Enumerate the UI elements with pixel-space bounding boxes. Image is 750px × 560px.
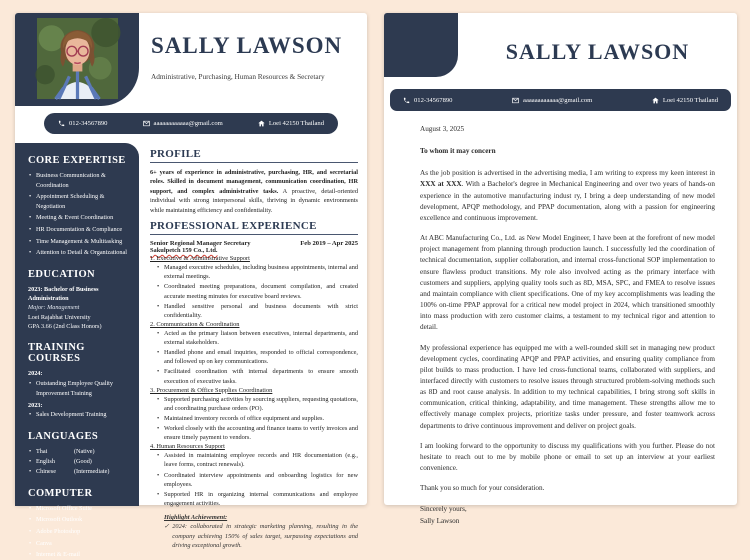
home-icon — [652, 97, 659, 104]
experience-section-heading: 3. Procurement & Office Supplies Coordination — [150, 386, 273, 394]
profile-text-rest: A proactive, detail-oriented individual with strong interpersonal skills, thriving in dynamic environments while maintaining efficiency and confidentiality. — [150, 187, 358, 214]
job-dates: Feb 2019 – Apr 2025 — [300, 240, 358, 248]
resume-sidebar — [15, 143, 139, 559]
resume-header — [15, 13, 367, 106]
letter-header — [384, 13, 737, 89]
letter-corner-block — [384, 13, 458, 77]
highlight-title: Highlight Achievement: — [164, 514, 228, 522]
phone-icon — [58, 120, 65, 127]
letter-date: August 3, 2025 — [420, 125, 465, 133]
resume-subtitle: Administrative, Purchasing, Human Resources & Secretary — [151, 72, 325, 81]
company-name: Sakulpetch 159 Co., Ltd. — [150, 247, 218, 255]
letter-signoff: Sincerely yours, — [420, 505, 467, 514]
expertise-item: • Appointment Scheduling & Negotiation — [28, 192, 131, 211]
letter-intro-paragraph — [420, 168, 715, 224]
email-item — [143, 120, 223, 127]
location-value: Loei 42150 Thailand — [268, 120, 324, 127]
experience-bullet: • Managed executive schedules, including business appointments, internal and external meetings. — [156, 263, 358, 281]
experience-section-list — [156, 329, 358, 386]
letter-paragraph: At ABC Manufacturing Co., Ltd. as New Model Engineer, I have been at the forefront of new model project management from planning through production launch. I successfully led the coordination of technical documentation, supplier collaboration, and internal cross-functional SOP implementation to ensure flawless product transitions. My role also involved acting as the primary interface with customers and suppliers, applying quality tools such as 8D, MSA, SPC, and FMEA to resolve issues and maintain compliance with client specifications. One of my key accomplishments was leading the 100% on-time PPAP approval for a critical new model project in 2024, which transitioned smoothly into mass production with zero customer claims, a testament to my technical rigor and attention to detail. — [420, 234, 715, 332]
mail-icon — [512, 97, 519, 104]
core-expertise-title: CORE EXPERTISE — [28, 155, 126, 166]
experience-bullet: • Worked closely with the accounting and finance teams to verify invoices and ensure timely payment to vendors. — [156, 424, 358, 442]
highlight-text: 2024: collaborated in strategic marketing planning, resulting in the company achieving 150% of sales target, surpassing expectations and driving exceptional growth. — [172, 523, 358, 549]
letter-signature: Sally Lawson — [420, 516, 460, 525]
computer-item: • Adobe Photoshop — [28, 527, 131, 537]
language-row — [28, 457, 131, 467]
home-icon — [258, 120, 265, 127]
letter-paragraph: My professional experience has equipped me with a well-rounded skill set in managing new product development cycles, coordinating APQP and PPAP activities, and ensuring quality compliance from pilot builds to mass production. I have led cross-functional teams, collaborated with suppliers, and interfaced directly with customers to resolve issues through structured problem-solving methods such as 8D and root cause analysis. In addition to my technical capabilities, I bring strong soft skills in communication, critical thinking, adaptability, and time management. These strengths allow me to effectively manage complex projects, prioritize tasks under pressure, and foster teamwork across departments to drive continuous improvement and deliver on project goals. — [420, 343, 715, 430]
resume-name: SALLY LAWSON — [151, 33, 343, 58]
phone-item — [403, 97, 452, 104]
experience-bullet: • Supported HR in organizing internal communications and employee engagement activities. — [156, 490, 358, 508]
photo-block — [15, 13, 139, 106]
computer-list — [28, 504, 131, 560]
checkmark-icon: ✓ — [164, 523, 170, 531]
language-level: (Native) — [74, 448, 95, 456]
experience-bullet: • Maintained inventory records of office equipment and supplies. — [156, 414, 358, 423]
phone-value: 012-34567890 — [69, 120, 108, 127]
resume-body — [15, 143, 367, 559]
expertise-item: • HR Documentation & Compliance — [28, 225, 131, 235]
intro-post: . With a Bachelor's degree in Mechanical Engineering and over two years of hands-on experience in the automotive manufacturing indust ry, I bring a deep understanding of new model development, APQP methodology, and PPAP documentation, along with a passion for engineering excellence and continuous improvement. — [420, 180, 715, 222]
email-item — [512, 97, 592, 104]
experience-bullet: • Facilitated coordination with internal departments to ensure smooth execution of executive tasks. — [156, 367, 358, 385]
experience-bullet: • Coordinated meeting preparations, document compilation, and created accurate meeting minutes for executive board reviews. — [156, 282, 358, 300]
computer-item: • Microsoft Office Suite — [28, 504, 131, 514]
core-expertise-list — [28, 171, 131, 258]
profile-text-bold: 6+ years of experience in administrative, purchasing, HR, and secretarial roles. Skilled in document management, communication coordination, HR support, and complex administrative tasks. — [150, 169, 358, 195]
training-item: • Sales Development Training — [28, 410, 131, 420]
language-level: (Intermediate) — [74, 467, 110, 475]
intro-pre: As the job position is advertised in the advertising media, I am writing to express my keen interest in — [420, 169, 715, 178]
cover-letter-page — [384, 13, 737, 525]
experience-bullet: • Handled sensitive personal and business documents with strict confidentiality. — [156, 302, 358, 320]
letter-contact-bar — [390, 89, 731, 111]
expertise-item: • Meeting & Event Coordination — [28, 213, 131, 223]
profile-photo — [37, 18, 118, 99]
resume-contact-bar — [44, 113, 338, 134]
education-title: EDUCATION — [28, 268, 95, 280]
education-major: Major: Management — [28, 304, 80, 312]
computer-item: • Canva — [28, 539, 131, 549]
location-item — [258, 120, 324, 127]
highlight-item — [164, 522, 358, 550]
training-list-2023 — [28, 410, 131, 420]
letter-body — [384, 111, 737, 527]
letter-paragraph: I am looking forward to the opportunity to discuss my qualifications with you further. Please do not hesitate to reach out to me by mobile phone or email to set up an interview at your earliest convenience. — [420, 441, 715, 473]
training-year: 2023: — [28, 401, 43, 409]
computer-item: • Internet & E-mail — [28, 550, 131, 560]
language-row — [28, 447, 131, 457]
profile-text — [150, 168, 358, 215]
letter-closing — [420, 483, 715, 526]
location-value: Loei 42150 Thailand — [662, 96, 718, 104]
experience-section-list — [156, 395, 358, 443]
experience-bullet: • Supported purchasing activities by sourcing suppliers, requesting quotations, and coordinating purchase orders (PO). — [156, 395, 358, 413]
language-name: • Thai — [36, 448, 48, 456]
highlight-achievement — [164, 514, 358, 550]
job-header — [150, 240, 358, 247]
experience-title: PROFESSIONAL EXPERIENCE — [150, 220, 358, 235]
training-item: • Outstanding Employee Quality Improvement Training — [28, 379, 131, 398]
letter-name: SALLY LAWSON — [505, 39, 690, 64]
email-value: aaaaaaaaaaaa@gmail.com — [153, 120, 223, 127]
letter-paragraphs — [420, 233, 715, 474]
location-item — [652, 97, 718, 104]
languages-list — [28, 447, 131, 477]
resume-main — [139, 143, 367, 549]
education-degree: 2023: Bachelor of Business Administration — [28, 285, 99, 303]
mail-icon — [143, 120, 150, 127]
intro-bold: XXX at XXX — [420, 180, 462, 189]
resume-page — [15, 13, 367, 559]
language-row — [28, 467, 131, 477]
experience-section-heading: 2. Communication & Coordination — [150, 320, 240, 328]
computer-title: COMPUTER — [28, 487, 93, 499]
training-list-2024 — [28, 379, 131, 398]
training-title: TRAINING COURSES — [28, 342, 85, 365]
computer-item: • Microsoft Outlook — [28, 515, 131, 525]
language-name: • English — [36, 457, 55, 465]
language-level: (Good) — [74, 457, 92, 465]
profile-title: PROFILE — [150, 148, 358, 163]
experience-bullet: • Handled phone and email inquiries, responded to official correspondence, and followed up on key communications. — [156, 348, 358, 366]
letter-thanks: Thank you so much for your consideration. — [420, 484, 545, 493]
experience-section-list — [156, 451, 358, 508]
letter-salutation: To whom it may concern — [420, 147, 496, 156]
language-name: • Chinese — [36, 467, 56, 475]
education-gpa: GPA 3.66 (2nd Class Honors) — [28, 323, 102, 331]
languages-title: LANGUAGES — [28, 431, 99, 443]
experience-section-heading: 1. Executive & Administrative Support — [150, 255, 250, 263]
avatar-illustration — [37, 18, 118, 99]
experience-section-list — [156, 263, 358, 320]
phone-icon — [403, 97, 410, 104]
training-year: 2024: — [28, 370, 43, 378]
job-title: Senior Regional Manager Secretary — [150, 240, 251, 248]
experience-section-heading: 4. Human Resources Support — [150, 443, 225, 451]
experience-bullet: • Assisted in maintaining employee records and HR documentation (e.g., leave forms, contract renewals). — [156, 451, 358, 469]
experience-bullet: • Coordinated interview appointments and onboarding logistics for new employees. — [156, 471, 358, 489]
education-university: Loei Rajabhat University — [28, 313, 91, 321]
phone-item — [58, 120, 107, 127]
resume-name-block — [151, 33, 361, 81]
phone-value: 012-34567890 — [414, 96, 453, 104]
expertise-item: • Attention to Detail & Organizational — [28, 248, 131, 258]
experience-bullet: • Acted as the primary liaison between executives, internal departments, and external stakeholders. — [156, 329, 358, 347]
email-value: aaaaaaaaaaaa@gmail.com — [523, 96, 593, 104]
expertise-item: • Time Management & Multitasking — [28, 237, 131, 247]
expertise-item: • Business Communication & Coordination — [28, 171, 131, 190]
